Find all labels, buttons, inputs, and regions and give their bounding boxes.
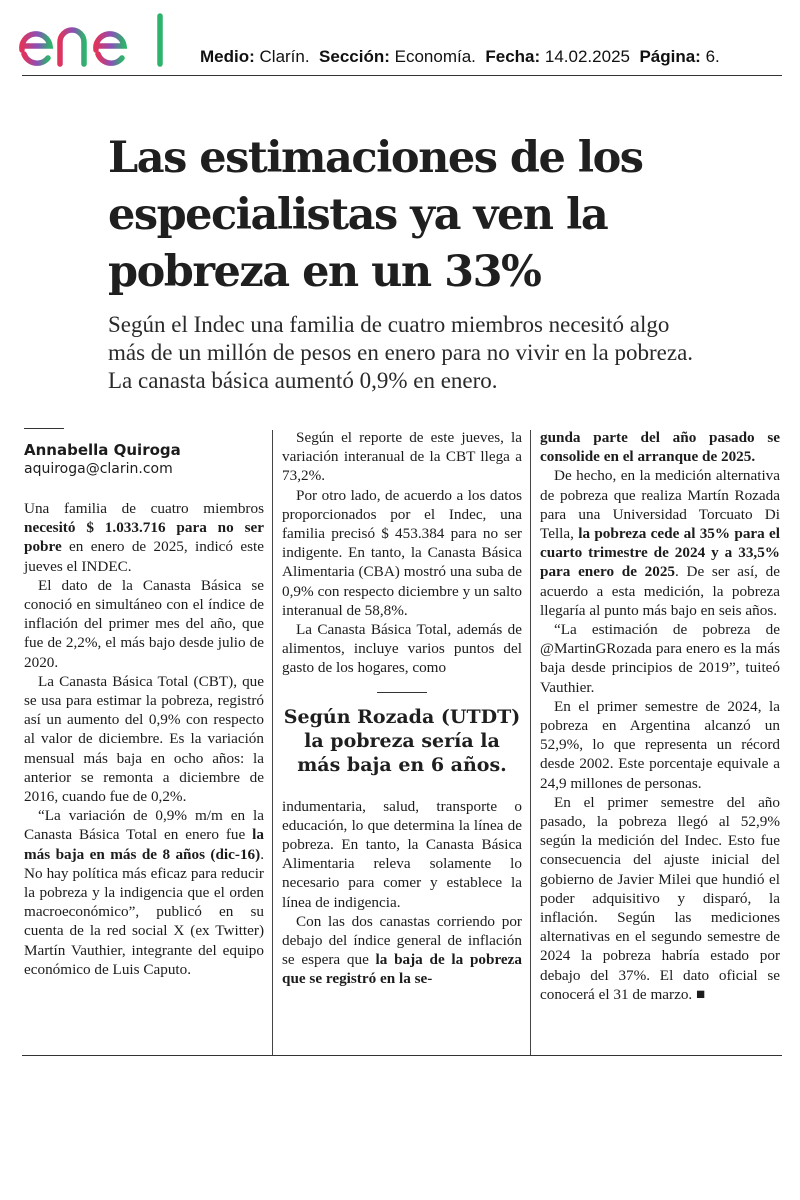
paragraph: “La estimación de pobreza de @MartinGRozada para enero es la más baja desde principios de 2019”, tuiteó Vauthier. [540, 621, 780, 696]
paragraph: “La variación de 0,9% m/m en la Canasta Básica Total en enero fue la más baja en más de 8 años (dic-16). No hay política más eficaz para reducir la pobreza y la indigencia que el orden macroeconómico”, publicó en su cuenta de la red social X (ex Twitter) Martín Vauthier, integrante del equipo económico de Luis Caputo. [24, 807, 264, 978]
column-divider [272, 430, 273, 1055]
article-column-1 [24, 428, 264, 979]
paragraph: La Canasta Básica Total, además de alimentos, incluye varios puntos del gasto de los hogares, como [282, 621, 522, 677]
paragraph: Por otro lado, de acuerdo a los datos proporcionados por el Indec, una familia precisó $ 453.384 para no ser indigente. En tanto, la Canasta Básica Alimentaria (CBA) mostró una suba de 0,9% con respecto diciembre y un salto interanual de 58,8%. [282, 486, 522, 619]
column-divider [530, 430, 531, 1055]
pagina-value: 6. [705, 47, 720, 66]
paragraph: Una familia de cuatro miembros necesitó $ 1.033.716 para no ser pobre en enero de 2025, indicó este jueves el INDEC. [24, 500, 264, 575]
paragraph: El dato de la Canasta Básica se conoció en simultáneo con el índice de inflación del primer mes del año, que fue de 2,2%, el más bajo desde julio de 2020. [24, 576, 264, 671]
author-name: Annabella Quiroga [24, 441, 181, 459]
paragraph: En el primer semestre de 2024, la pobreza en Argentina alcanzó un 52,9%, lo que representa un récord desde 2002. Este porcentaje equivale a 24,9 millones de personas. [540, 697, 780, 792]
paragraph: La Canasta Básica Total (CBT), que se usa para estimar la pobreza, registró así un aumento del 0,9% con respecto al valor de diciembre. Es la variación mensual más baja en ocho años: la anterior se remonta a diciembre de 2016, cuando fue de 0,2%. [24, 672, 264, 806]
paragraph: De hecho, en la medición alternativa de pobreza que realiza Martín Rozada para una Universidad Torcuato Di Tella, la pobreza cede al 35% para el cuarto trimestre de 2024 y a 33,5% para enero de 2025. De ser así, de acuerdo a esta medición, la pobreza llegaría al punto más bajo en seis años. [540, 467, 781, 619]
article-column-3 [540, 428, 780, 1004]
byline-divider [24, 428, 64, 429]
paragraph: En el primer semestre del año pasado, la pobreza llegó al 52,9% según la medición del Indec. Esto fue consecuencia del ajuste inicial del gobierno de Javier Milei que hundió el poder adquisitivo y disparó, la inflación. Según las mediciones alternativas en el segundo semestre de 2024 la pobreza habría estado por debajo del 37%. El dato oficial se conocerá el 31 de marzo. ■ [540, 793, 780, 1003]
pull-quote-divider [377, 692, 427, 693]
enel-logo [18, 12, 168, 68]
pull-quote [282, 692, 522, 777]
article-deck: Según el Indec una familia de cuatro miembros necesitó algo más de un millón de pesos en enero para no vivir en la pobreza. La canasta básica aumentó 0,9% en enero. [108, 312, 694, 393]
article-headline: Las estimaciones de los especialistas ya ven la pobreza en un 33% [108, 133, 643, 297]
paragraph: Según el reporte de este jueves, la variación interanual de la CBT llega a 73,2%. [282, 429, 522, 485]
paragraph: indumentaria, salud, transporte o educación, lo que determina la línea de pobreza. En tanto, la Canasta Básica Alimentaria releva solamente lo necesario para comer y establece la línea de indigencia. [282, 797, 522, 911]
article-column-2 [282, 428, 522, 989]
header-divider [22, 75, 782, 76]
author-email: aquiroga@clarin.com [24, 461, 173, 477]
pull-quote-text: Según Rozada (UTDT) la pobreza sería la más baja en 6 años. [283, 705, 521, 776]
fecha-value: 14.02.2025 [544, 47, 630, 66]
pagina-label: Página: [639, 47, 701, 66]
paragraph: gunda parte del año pasado se consolide en el arranque de 2025. [540, 429, 780, 466]
medio-label: Medio: [200, 47, 255, 66]
seccion-value: Economía. [394, 47, 476, 66]
medio-value: Clarín. [259, 47, 310, 66]
clipping-metadata [200, 47, 720, 67]
fecha-label: Fecha: [485, 47, 541, 66]
paragraph: Con las dos canastas corriendo por debajo del índice general de inflación se espera que la baja de la pobreza que se registró en la se- [282, 912, 522, 988]
footer-divider [22, 1055, 782, 1056]
seccion-label: Sección: [319, 47, 390, 66]
